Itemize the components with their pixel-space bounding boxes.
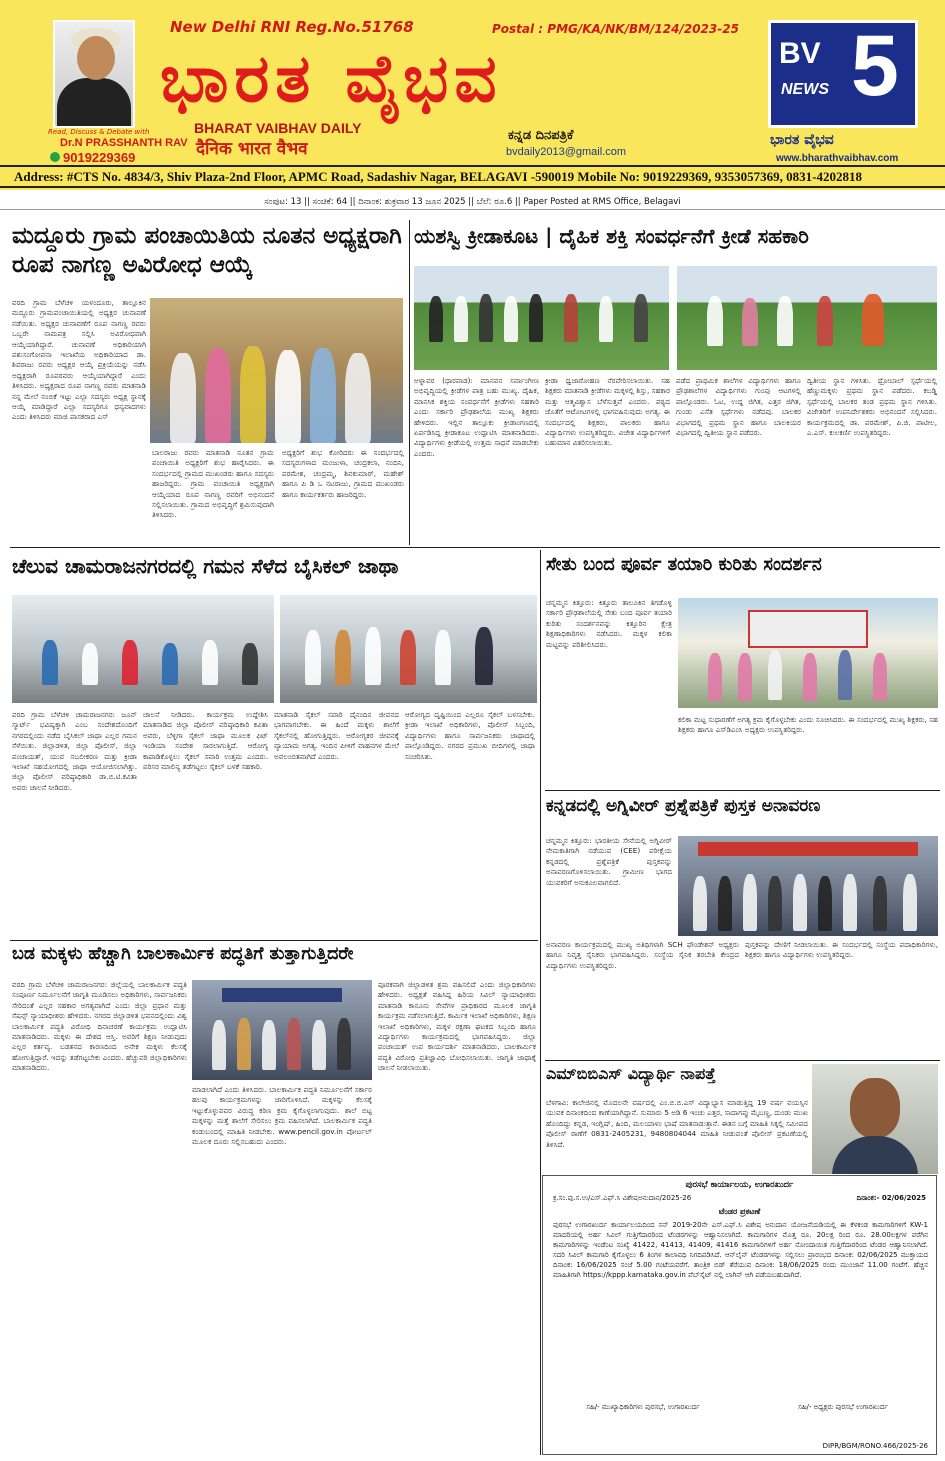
editor-photo <box>53 20 135 128</box>
story1-headline: ಮದ್ದೂರು ಗ್ರಾಮ ಪಂಚಾಯಿತಿಯ ನೂತನ ಅಧ್ಯಕ್ಷರಾಗಿ ರೂಪ ನಾಗಣ್ಣ ಅವಿರೋಧ ಆಯ್ಕೆ <box>12 223 402 278</box>
story1-column-2: ಬಾಲರಾಜು ರವರು ಮಾತನಾಡಿ ನೂತನ ಗ್ರಾಮ ಪಂಚಾಯಿತಿ ಅಧ್ಯಕ್ಷರಿಗೆ ಶುಭ ಹಾರೈಸಿದರು. ಈ ಸಂದರ್ಭದಲ್ಲಿ ಗ್ರಾಮದ ಮುಖಂಡರು ಹಾಗೂ ಸದಸ್ಯರು ಹಾಜರಿದ್ದರು. ಗ್ರಾಮ ಪಂಚಾಯಿತಿ ಅಧ್ಯಕ್ಷರಾಗಿ ಆಯ್ಕೆಯಾದ ರೂಪ ನಾಗಣ್ಣ ರವರಿಗೆ ಅಭಿನಂದನೆ ಸಲ್ಲಿಸಲಾಯಿತು. ಗ್ರಾಮದ ಅಭಿವೃದ್ಧಿಗೆ ಶ್ರಮಿಸುವುದಾಗಿ ತಿಳಿಸಿದರು. <box>152 448 274 520</box>
story2-column-3: ಪಡೆದ ಪ್ರಾಥಮಿಕ ಶಾಲೆಗಳ ವಿದ್ಯಾರ್ಥಿಗಳು ಹಾಗೂ ಪ್ರೌಢಶಾಲೆಗಳ ವಿದ್ಯಾರ್ಥಿಗಳು ಗುಂಪು ಆಟಗಳಲ್ಲಿ ಪಾಲ್ಗೊಂಡರು. ಓಟ, ಉದ್ದ ಜಿಗಿತ, ಎತ್ತರ ಜಿಗಿತ, ಗುಂಡು ಎಸೆತ ಸ್ಪರ್ಧೆಗಳು ನಡೆದವು. ಬಾಲಕರ ವಿಭಾಗದಲ್ಲಿ ಪ್ರಥಮ ಸ್ಥಾನ ಹಾಗೂ ಬಾಲಕಿಯರ ವಿಭಾಗದಲ್ಲಿ ದ್ವಿತೀಯ ಸ್ಥಾನ ಪಡೆದರು. <box>676 376 801 438</box>
postal-reg: Postal : PMG/KA/NK/BM/124/2023-25 <box>492 22 739 36</box>
story3-column-4: ಆರೋಗ್ಯದ ದೃಷ್ಟಿಯಿಂದ ಎಲ್ಲರೂ ಸೈಕಲ್ ಬಳಸಬೇಕು. ಕ್ರೀಡಾ ಇಲಾಖೆ ಅಧಿಕಾರಿಗಳು, ಪೊಲೀಸ್ ಸಿಬ್ಬಂದಿ, ವಿದ್ಯಾರ್ಥಿಗಳು ಹಾಗೂ ಸಾರ್ವಜನಿಕರು ಜಾಥಾದಲ್ಲಿ ಪಾಲ್ಗೊಂಡಿದ್ದರು. ನಗರದ ಪ್ರಮುಖ ಬೀದಿಗಳಲ್ಲಿ ಜಾಥಾ ಸಂಚರಿಸಿತು. <box>405 710 535 761</box>
story3-column-1: ವರದಿ ಗ್ರಾಮ ಬೆಳೆಚಳಿ ಚಾಮರಾಜನಗರ: ಜೂನ್ ಸ್ಮಾರ್ಟ್ ಭವಿಷ್ಯಕ್ಕಾಗಿ ಎಂಬ ಸಂದೇಶದೊಂದಿಗೆ ನಗರದಲ್ಲಿಂದು ನಡೆದ ಬೈಸಿಕಲ್ ಜಾಥಾ ಎಲ್ಲರ ಗಮನ ಸೆಳೆಯಿತು. ಜಿಲ್ಲಾಡಳಿತ, ಜಿಲ್ಲಾ ಪೊಲೀಸ್, ಜಿಲ್ಲಾ ಪಂಚಾಯತ್, ಯುವ ಸಬಲೀಕರಣ ಮತ್ತು ಕ್ರೀಡಾ ಇಲಾಖೆ ಸಹಯೋಗದಲ್ಲಿ ಜಾಥಾ ಆಯೋಜಿಸಲಾಗಿತ್ತು. ಜಿಲ್ಲಾ ಪೊಲೀಸ್ ವರಿಷ್ಠಾಧಿಕಾರಿ ಡಾ.ಬಿ.ಟಿ.ಕವಿತಾ ಅವರು ಚಾಲನೆ ನೀಡಿದರು. <box>12 710 137 792</box>
story4-photo <box>678 598 938 708</box>
story2-photo-1 <box>414 266 669 370</box>
tender-body: ಪುರಸಭೆ ಉಗಾರಖುರ್ದ ಕಾರ್ಯಾಲಯದಿಂದ ಸನ್ 2019-20ನೇ ಎಸ್.ಎಫ್.ಸಿ ವಿಶೇಷ ಅನುದಾನ ಯೋಜನೆಯಡಿಯಲ್ಲಿ ಈ ಕೆಳಕಂಡ ಕಾಮಗಾರಿಗಳಿಗೆ KW-1 ಮಾದರಿಯಲ್ಲಿ ಅರ್ಹ ಸಿವಿಲ್ ಗುತ್ತಿಗೆದಾರರಿಂದ ಟೆಂಡರಗಳನ್ನು ಆಹ್ವಾನಿಸಲಾಗಿದೆ. ಕಾಮಗಾರಿಗಳ ಮೊತ್ತ ರೂ. 20ಲಕ್ಷ ರಿಂದ ರೂ. 28.00ಲಕ್ಷಗಳ ವರೆಗಿನ ಕಾಮಗಾರಿಗಳನ್ನು ಇಂಡೆಂಟ ಸಂಖ್ಯೆ 41422, 41413, 41409, 41416 ಕಾಮಗಾರಿಗಳಿಗೆ ಅರ್ಹ ನೋಂದಾಯಿತ ಗುತ್ತಿಗೆದಾರರಿಂದ ಟೆಂಡರ ಆಹ್ವಾನಿಸಲಾಗಿದೆ. ಸದರಿ ಸಿವಿಲ್ ಕಾಮಗಾರಿ ಕೈಗೊಳ್ಳಲು 6 ತಿಂಗಳ ಕಾಲಾವಧಿ ನಿಗದಿಪಡಿಸಿದೆ. ಆನ್‌ಲೈನ್ ಟೆಂಡರಗಳನ್ನು ಸಲ್ಲಿಸಲು ಪ್ರಾರಂಭದ ದಿನಾಂಕ: 02/06/2025 ಮುಕ್ತಾಯದ ದಿನಾಂಕ: 16/06/2025 ಸಂಜೆ 5.00 ಗಂಟೆಯವರೆಗೆ. ತಾಂತ್ರಿಕ ಬಿಡ್ ತೆರೆಯುವ ದಿನಾಂಕ: 18/06/2025 ರಂದು ಮುಂಜಾನೆ 11.00 ಗಂಟೆಗೆ. ಹೆಚ್ಚಿನ ಮಾಹಿತಿಗಾಗಿ https://kppp.karnataka.gov.in ವೆಬ್‌ಸೈಟ್ ನಲ್ಲಿ ಲಾಗಿನ್ ಆಗಿ ಪಡೆಯಬಹುದಾಗಿದೆ. <box>553 1221 928 1279</box>
missing-student-photo <box>812 1064 938 1174</box>
section-divider <box>545 1060 940 1061</box>
story6-column-2: ಮಾಡಲಾಗಿದೆ ಎಂದು ತಿಳಿಸಿದರು. ಬಾಲಕಾರ್ಮಿಕ ಪದ್ಧತಿ ನಿರ್ಮೂಲನೆಗೆ ಸರ್ಕಾರ ಹಲವು ಕಾರ್ಯಕ್ರಮಗಳನ್ನು ಜಾರಿಗೊಳಿಸಿದೆ. ಮಕ್ಕಳನ್ನು ಕೆಲಸಕ್ಕೆ ಇಟ್ಟುಕೊಳ್ಳುವವರ ವಿರುದ್ಧ ಕಠಿಣ ಕ್ರಮ ಕೈಗೊಳ್ಳಲಾಗುವುದು. ಶಾಲೆ ಬಿಟ್ಟ ಮಕ್ಕಳನ್ನು ಮತ್ತೆ ಶಾಲೆಗೆ ಸೇರಿಸಲು ಕ್ರಮ ವಹಿಸಲಾಗಿದೆ. ಬಾಲಕಾರ್ಮಿಕ ಪದ್ಧತಿ ಕಂಡುಬಂದಲ್ಲಿ ಮಾಹಿತಿ ನೀಡಬೇಕು. www.pencil.gov.in ಪೋರ್ಟಲ್ ಮೂಲಕ ದೂರು ಸಲ್ಲಿಸಬಹುದು ಎಂದರು. <box>192 1085 372 1147</box>
english-name: BHARAT VAIBHAV DAILY <box>194 120 362 136</box>
story5-column-3: ಪುಸ್ತಕವನ್ನು ದೇಣಿಗೆ ನೀಡಲಾಯಿತು. ಈ ಸಂದರ್ಭದಲ್ಲಿ ಸಂಸ್ಥೆಯ ಪದಾಧಿಕಾರಿಗಳು, ಶಿಕ್ಷಕರು ಹಾಗೂ ವಿದ್ಯಾರ್ಥಿಗಳು ಉಪಸ್ಥಿತರಿದ್ದರು. <box>745 940 938 960</box>
story1-photo <box>150 298 403 443</box>
column-divider <box>409 220 410 545</box>
story5-headline: ಕನ್ನಡದಲ್ಲಿ ಅಗ್ನಿವೀರ್ ಪ್ರಶ್ನೆಪತ್ರಿಕೆ ಪುಸ್ತಕ ಅನಾವರಣ <box>546 796 821 816</box>
story6-photo <box>192 980 372 1080</box>
story6-column-1: ವರದಿ ಗ್ರಾಮ ಬೆಳೆಚಳಿ ಚಾಮರಾಜನಗರ: ಜಿಲ್ಲೆಯಲ್ಲಿ ಬಾಲಕಾರ್ಮಿಕ ಪದ್ಧತಿ ಸಂಪೂರ್ಣ ನಿರ್ಮೂಲನೆಗೆ ಜಾಗೃತಿ ಮೂಡಿಸಲು ಅಧಿಕಾರಿಗಳು, ಸಾರ್ವಜನಿಕರು ಸೇರಿದಂತೆ ಎಲ್ಲರ ಸಹಕಾರ ಅಗತ್ಯವಾಗಿದೆ ಎಂದು ಜಿಲ್ಲಾ ಪ್ರಧಾನ ಮತ್ತು ಸೆಷನ್ಸ್ ನ್ಯಾಯಾಧೀಶರು ಹೇಳಿದರು. ನಗರದ ಜಿಲ್ಲಾಡಳಿತ ಭವನದಲ್ಲಿಂದು ವಿಶ್ವ ಬಾಲಕಾರ್ಮಿಕ ಪದ್ಧತಿ ವಿರೋಧಿ ದಿನಾಚರಣೆ ಕಾರ್ಯಕ್ರಮ ಉದ್ಘಾಟಿಸಿ ಮಾತನಾಡಿದರು. ಮಕ್ಕಳು ಈ ದೇಶದ ಆಸ್ತಿ. ಅವರಿಗೆ ಶಿಕ್ಷಣ ನೀಡುವುದು ಎಲ್ಲರ ಕರ್ತವ್ಯ. ಬಡತನದ ಕಾರಣದಿಂದ ಅನೇಕ ಮಕ್ಕಳು ಕೆಲಸಕ್ಕೆ ಹೋಗುತ್ತಿದ್ದಾರೆ. ಇದನ್ನು ತಡೆಗಟ್ಟಬೇಕು ಎಂದರು. ಹೆಚ್ಚುವರಿ ಜಿಲ್ಲಾಧಿಕಾರಿಗಳು ಮಾತನಾಡಿದರು. <box>12 980 187 1073</box>
editor-tagline: Read, Discuss & Debate with <box>48 128 150 136</box>
address-bar: Address: #CTS No. 4834/3, Shiv Plaza-2nd Floor, APMC Road, Sadashiv Nagar, BELAGAVI -590019 Mobile No: 9019229369, 9353057369, 0831-4202818 <box>0 165 945 188</box>
tender-sign-left: ಸಹಿ/- ಮುಖ್ಯಾಧಿಕಾರಿಗಳು ಪುರಸಭೆ, ಉಗಾರಖುರ್ದ <box>586 1403 700 1411</box>
story2-headline: ಯಶಸ್ವಿ ಕ್ರೀಡಾಕೂಟ | ದೈಹಿಕ ಶಕ್ತಿ ಸಂವರ್ಧನೆಗೆ ಕ್ರೀಡೆ ಸಹಕಾರಿ <box>414 224 809 248</box>
column-divider <box>540 550 541 1455</box>
story4-column-1: ಚನ್ನಮ್ಮನ ಕಿತ್ತೂರು: ಕಿತ್ತೂರು ತಾಲೂಕಿನ ತಿಗಡೊಳ್ಳಿ ಸರ್ಕಾರಿ ಪ್ರೌಢಶಾಲೆಯಲ್ಲಿ ಸೇತು ಬಂದ ಪೂರ್ವ ತಯಾರಿ ಕುರಿತು ಸಂದರ್ಶನವನ್ನು ಕಿತ್ತೂರಿನ ಕ್ಷೇತ್ರ ಶಿಕ್ಷಣಾಧಿಕಾರಿಗಳು ನಡೆಸಿದರು. ಮಕ್ಕಳ ಕಲಿಕಾ ಮಟ್ಟವನ್ನು ಪರಿಶೀಲಿಸಿದರು. <box>546 598 672 649</box>
story1-column-1: ವರದಿ ಗ್ರಾಮ ಬೆಳೆಚಳಿ ಯಳಂದೂರು, ತಾಲ್ಲೂಕಿನ ಮದ್ದೂರು ಗ್ರಾಮಪಂಚಾಯಿತಿಯಲ್ಲಿ ಅಧ್ಯಕ್ಷರ ಚುನಾವಣೆ ನಡೆಯಿತು. ಅಧ್ಯಕ್ಷರ ಚುನಾವಣೆಗೆ ರೂಪ ನಾಗಣ್ಣ ರವರು ಒಬ್ಬರೇ ನಾಮಪತ್ರ ಸಲ್ಲಿಸಿ ಅವಿರೋಧವಾಗಿ ಆಯ್ಕೆಯಾಗಿದ್ದಾರೆ. ಚುನಾವಣೆ ಅಧಿಕಾರಿಯಾಗಿ ಪಶುಸಂಗೋಪನಾ ಇಲಾಖೆಯ ಅಧಿಕಾರಿಯಾದ ಡಾ. ಶಿವರಾಜು ರವರು ಅಧ್ಯಕ್ಷರ ಆಯ್ಕೆ ಪ್ರಕ್ರಿಯೆಯನ್ನು ನಡೆಸಿ ಅಧ್ಯಕ್ಷರಾಗಿ ರೂಪರವರು ಆಯ್ಕೆಯಾಗಿದ್ದಾರೆ ಎಂದು ತಿಳಿಸಿದರು. ಅಧ್ಯಕ್ಷರಾದ ರೂಪ ನಾಗಣ್ಣ ರವರು ಮಾತನಾಡಿ ನನ್ನ ಮೇಲೆ ನಂಬಿಕೆ ಇಟ್ಟು ಎಲ್ಲಾ ಸದಸ್ಯರು ಅಧ್ಯಕ್ಷ ಸ್ಥಾನಕ್ಕೆ ಆಯ್ಕೆ ಮಾಡಿದ್ದಾರೆ ಎಲ್ಲಾ ಸದಸ್ಯರಿಗೂ ಧನ್ಯವಾದಗಳು ಎಂದು ತಿಳಿಸಿದರು ಮಾಜಿ ಪಾಸಕರಾದ ಎಸ್ <box>12 298 146 422</box>
tender-title: ಟೆಂಡರ ಪ್ರಕಟಣೆ <box>718 1207 761 1216</box>
issue-line: ಸಂಪುಟ: 13 || ಸಂಚಿಕೆ: 64 || ದಿನಾಂಕ: ಶುಕ್ರವಾರ 13 ಜೂನ 2025 || ಬೆಲೆ: ರೂ.6 || Paper Posted at RMS Office, Belagavi <box>0 194 945 210</box>
tender-ref: ಕ್ರ.ಸಂ.ಪು.ಸ.ಉ/ಎಸ್.ಎಫ್.ಸಿ ವಿಶೇಷಅನುದಾನ/2025-26 <box>553 1194 692 1202</box>
story6-column-3: ಪೂರಕವಾಗಿ ಜಿಲ್ಲಾಡಳಿತ ಶ್ರಮ ವಹಿಸಲಿದೆ ಎಂದು ಜಿಲ್ಲಾಧಿಕಾರಿಗಳು ಹೇಳಿದರು. ಅಧ್ಯಕ್ಷತೆ ವಹಿಸಿದ್ದ ಹಿರಿಯ ಸಿವಿಲ್ ನ್ಯಾಯಾಧೀಶರು ಮಾತನಾಡಿ ಕಾನೂನು ಸೇವೆಗಳ ಪ್ರಾಧಿಕಾರದ ಮೂಲಕ ಜಾಗೃತಿ ಕಾರ್ಯಕ್ರಮ ನಡೆಸಲಾಗುತ್ತಿದೆ. ಕಾರ್ಮಿಕ ಇಲಾಖೆ ಅಧಿಕಾರಿಗಳು, ಶಿಕ್ಷಣ ಇಲಾಖೆ ಅಧಿಕಾರಿಗಳು, ಮಕ್ಕಳ ರಕ್ಷಣಾ ಘಟಕದ ಸಿಬ್ಬಂದಿ ಹಾಗೂ ವಿದ್ಯಾರ್ಥಿಗಳು ಕಾರ್ಯಕ್ರಮದಲ್ಲಿ ಭಾಗವಹಿಸಿದ್ದರು. ಜಿಲ್ಲಾ ಪಂಚಾಯತ್ ಉಪ ಕಾರ್ಯದರ್ಶಿ ಮಾತನಾಡಿದರು. ಬಾಲಕಾರ್ಮಿಕ ಪದ್ಧತಿ ವಿರೋಧಿ ಪ್ರತಿಜ್ಞಾವಿಧಿ ಬೋಧಿಸಲಾಯಿತು. ಜಾಗೃತಿ ಜಾಥಾಕ್ಕೆ ಚಾಲನೆ ನೀಡಲಾಯಿತು. <box>378 980 536 1073</box>
story5-column-1: ಚನ್ನಮ್ಮನ ಕಿತ್ತೂರು: ಭಾರತೀಯ ಸೇನೆಯಲ್ಲಿ ಅಗ್ನಿವೀರ್ ನೇಮಕಾತಿಗಾಗಿ ನಡೆಯುವ (CEE) ಪರೀಕ್ಷೆಯ ಕನ್ನಡದಲ್ಲಿ ಪ್ರಶ್ನೆಪತ್ರಿಕೆ ಪುಸ್ತಕವನ್ನು ಅನಾವರಣಗೊಳಿಸಲಾಯಿತು. ಗ್ರಾಮೀಣ ಭಾಗದ ಯುವಕರಿಗೆ ಅನುಕೂಲವಾಗಲಿದೆ. <box>546 836 672 887</box>
tender-dipr-code: DIPR/BGM/RONO.466/2025-26 <box>822 1442 928 1450</box>
story2-column-1: ಅಳ್ನಾವರ (ಧಾರವಾಡ): ಮಾನವನ ಸರ್ವಾಂಗೀಣ ಅಭಿವೃದ್ಧಿಯಲ್ಲಿ ಕ್ರೀಡೆಗಳ ಪಾತ್ರ ಬಹು ಮುಖ್ಯ. ದೈಹಿಕ, ಮಾನಸಿಕ ಶಕ್ತಿಯ ಸಂವರ್ಧನೆಗೆ ಕ್ರೀಡೆಗಳು ಸಹಕಾರಿ ಎಂದು ಸರ್ಕಾರಿ ಪ್ರೌಢಶಾಲೆಯ ಮುಖ್ಯ ಶಿಕ್ಷಕರು ಹೇಳಿದರು. ಇಲ್ಲಿನ ತಾಲ್ಲೂಕು ಕ್ರೀಡಾಂಗಣದಲ್ಲಿ ಏರ್ಪಡಿಸಿದ್ದ ಕ್ರೀಡಾಕೂಟ ಉದ್ಘಾಟಿಸಿ ಮಾತನಾಡಿದರು. ವಿದ್ಯಾರ್ಥಿಗಳು ಕ್ರೀಡೆಯಲ್ಲಿ ಉತ್ತಮ ಸಾಧನೆ ಮಾಡಬೇಕು ಎಂದರು. <box>414 376 539 458</box>
bv5-news-logo: BV 5 NEWS <box>768 20 918 128</box>
story6-headline: ಬಡ ಮಕ್ಕಳು ಹೆಚ್ಚಾಗಿ ಬಾಲಕಾರ್ಮಿಕ ಪದ್ಧತಿಗೆ ತುತ್ತಾಗುತ್ತಿದರೇ <box>12 944 354 964</box>
story7-headline: ಎಮ್‌ಬಿಬಿಎಸ್ ವಿದ್ಯಾರ್ಥಿ ನಾಪತ್ತೆ <box>546 1064 716 1083</box>
section-divider <box>545 790 940 791</box>
tender-sign-right: ಸಹಿ/- ಅಧ್ಯಕ್ಷರು ಪುರಸಭೆ ಉಗಾರಖುರ್ದ <box>797 1403 888 1411</box>
newspaper-title: ಭಾರತ ವೈಭವ <box>160 40 503 117</box>
story3-headline: ಚೆಲುವ ಚಾಮರಾಜನಗರದಲ್ಲಿ ಗಮನ ಸೆಳೆದ ಬೈಸಿಕಲ್ ಜಾಥಾ <box>12 554 399 578</box>
hindi-name: दैनिक भारत वैभव <box>196 139 308 159</box>
story2-column-2: ಕ್ರೀಡಾ ಧ್ವಜಾರೋಹಣ ನೆರವೇರಿಸಲಾಯಿತು. ಸಹ ಶಿಕ್ಷಕರು ಮಾತನಾಡಿ ಕ್ರೀಡೆಗಳು ಮಕ್ಕಳಲ್ಲಿ ಶಿಸ್ತು, ಸಹಕಾರ ಮತ್ತು ಆತ್ಮವಿಶ್ವಾಸ ಬೆಳೆಸುತ್ತವೆ ಎಂದರು. ಪಠ್ಯದ ಜೊತೆಗೆ ಆಟೋಟಗಳಲ್ಲಿ ಭಾಗವಹಿಸುವುದು ಅಗತ್ಯ. ಈ ಸಂದರ್ಭದಲ್ಲಿ ಶಿಕ್ಷಕರು, ಪಾಲಕರು ಹಾಗೂ ವಿದ್ಯಾರ್ಥಿಗಳು ಉಪಸ್ಥಿತರಿದ್ದರು. ವಿಜೇತ ವಿದ್ಯಾರ್ಥಿಗಳಿಗೆ ಬಹುಮಾನ ವಿತರಿಸಲಾಯಿತು. <box>545 376 670 448</box>
story4-headline: ಸೇತು ಬಂದ ಪೂರ್ವ ತಯಾರಿ ಕುರಿತು ಸಂದರ್ಶನ <box>546 554 822 575</box>
story7-column-1: ಬೆಳಗಾವಿ: ಕಾಲೇಜಿನಲ್ಲಿ ಮೊದಲನೇ ವರ್ಷದಲ್ಲಿ ಎಂ.ಬಿ.ಬಿ.ಎಸ್ ವಿದ್ಯಾಭ್ಯಾಸ ಮಾಡುತ್ತಿದ್ದ 19 ವರ್ಷ ವಯಸ್ಸಿನ ಯುವಕ ದಿನಾಂಕದಿಂದ ಕಾಣೆಯಾಗಿದ್ದಾನೆ. ಸುಮಾರು 5 ಅಡಿ 6 ಇಂಚು ಎತ್ತರ, ಸಾದಾಗಪ್ಪು ಮೈಬಣ್ಣ, ದುಂಡು ಮುಖ ಹೊಂದಿದ್ದು ಕನ್ನಡ, ಇಂಗ್ಲಿಷ್, ಹಿಂದಿ, ಮಲಯಾಳಂ ಭಾಷೆ ಮಾತನಾಡುತ್ತಾನೆ. ಈತನ ಬಗ್ಗೆ ಮಾಹಿತಿ ಸಿಕ್ಕಲ್ಲಿ ಸಮೀಪದ ಪೊಲೀಸ್ ಠಾಣೆಗೆ 0831-2405231, 9480804044 ಮಾಹಿತಿ ನೀಡುವಂತೆ ಪೊಲೀಸ್ ಪ್ರಕಟಣೆಯಲ್ಲಿ ತಿಳಿಸಿದೆ. <box>546 1098 808 1149</box>
story3-column-2: ಚಾಲನೆ ನೀಡಿದರು. ಕಾರ್ಯಕ್ರಮ ಉದ್ದೇಶಿಸಿ ಮಾತನಾಡಿದ ಜಿಲ್ಲಾ ಪೊಲೀಸ್ ವರಿಷ್ಠಾಧಿಕಾರಿ ಕವಿತಾ ಅವರು, ಬೆಳ್ಳಿಗಾ ಸೈಕಲ್ ಜಾಥಾ ಮೂಲಕ ಫಿಟ್ ಇಂಡಿಯಾ ಸಂದೇಶ ಸಾರಲಾಗುತ್ತಿದೆ. ಆರೋಗ್ಯ ಕಾಪಾಡಿಕೊಳ್ಳಲು ಸೈಕಲ್ ಸವಾರಿ ಉತ್ತಮ ಎಂದರು. ಪರಿಸರ ಮಾಲಿನ್ಯ ತಡೆಗಟ್ಟಲು ಸೈಕಲ್ ಬಳಕೆ ಸಹಕಾರಿ. <box>143 710 268 772</box>
section-divider <box>10 940 538 941</box>
story2-column-4: ದ್ವಿತೀಯ ಸ್ಥಾನ ಗಳಿಸಿತು. ಥ್ರೋಬಾಲ್ ಸ್ಪರ್ಧೆಯಲ್ಲಿ ಹೆಣ್ಣುಮಕ್ಕಳು ಪ್ರಥಮ ಸ್ಥಾನ ಪಡೆದರು. ಕಬಡ್ಡಿ ಸ್ಪರ್ಧೆಯಲ್ಲಿ ಬಾಲಕರ ತಂಡ ಪ್ರಥಮ ಸ್ಥಾನ ಗಳಿಸಿತು. ವಿಜೇತರಿಗೆ ಉಪನಿರ್ದೇಶಕರು ಅಭಿನಂದನೆ ಸಲ್ಲಿಸಿದರು. ಕಾರ್ಯಕ್ರಮದಲ್ಲಿ ಡಾ. ಪರಮೇಶ್, ಪಿ.ಜಿ. ಪಾಟೀಲ, ಎ.ಎಸ್. ಕುಲಕರ್ಣಿ ಉಪಸ್ಥಿತರಿದ್ದರು. <box>807 376 937 438</box>
story1-column-3: ಅಧ್ಯಕ್ಷರಿಗೆ ಶುಭ ಕೋರಿದರು ಈ ಸಂದರ್ಭದಲ್ಲಿ ಸದಸ್ಯರುಗಳಾದ ಮಂಜುಳಾ, ಚಂದ್ರಕಲಾ, ನಂದಿನಿ, ಪರಮೇಶ, ಚಂದ್ರಮ್ಮ, ಶಿವಕುಮಾರ್, ಮಹೇಶ್ ಹಾಗೂ ಪಿ ಡಿ ಒ ನಟರಾಜು, ಗ್ರಾಮದ ಮುಖಂಡರು ಹಾಗೂ ಕಾರ್ಯಕರ್ತರು ಹಾಜರಿದ್ದರು. <box>282 448 404 499</box>
tender-date: ದಿನಾಂಕ:- 02/06/2025 <box>856 1194 926 1202</box>
story3-photo-1 <box>12 595 274 703</box>
story3-column-3: ಮಾತನಾಡಿ ಸೈಕಲ್ ಸವಾರಿ ದೈನಂದಿನ ಜೀವನದ ಭಾಗವಾಗಬೇಕು. ಈ ಹಿಂದೆ ಮಕ್ಕಳು ಶಾಲೆಗೆ ಸೈಕಲ್‌ನಲ್ಲಿ ಹೋಗುತ್ತಿದ್ದರು. ಆರೋಗ್ಯಕರ ಜೀವನಕ್ಕೆ ವ್ಯಾಯಾಮ ಅಗತ್ಯ. ಇಂದಿನ ಪೀಳಿಗೆ ವಾಹನಗಳ ಮೇಲೆ ಅವಲಂಬಿತವಾಗಿದೆ ಎಂದರು. <box>274 710 399 761</box>
editor-phone: 9019229369 <box>50 150 135 165</box>
tender-notice <box>542 1175 937 1455</box>
website: www.bharathvaibhav.com <box>776 153 899 164</box>
story4-column-2: ಕಲಿಕಾ ಮಟ್ಟ ಸುಧಾರಣೆಗೆ ಅಗತ್ಯ ಕ್ರಮ ಕೈಗೊಳ್ಳಬೇಕು ಎಂದು ಸೂಚಿಸಿದರು. ಈ ಸಂದರ್ಭದಲ್ಲಿ ಮುಖ್ಯ ಶಿಕ್ಷಕರು, ಸಹ ಶಿಕ್ಷಕರು ಹಾಗೂ ಎಸ್‌ಡಿಎಂಸಿ ಅಧ್ಯಕ್ಷರು ಉಪಸ್ಥಿತರಿದ್ದರು. <box>678 715 938 735</box>
editor-name: Dr.N PRASSHANTH RAV <box>60 137 188 149</box>
rni-number: New Delhi RNI Reg.No.51768 <box>170 18 414 36</box>
story5-photo <box>678 836 938 936</box>
story5-column-2: ಅನಾವರಣ ಕಾರ್ಯಕ್ರಮದಲ್ಲಿ ಮುಖ್ಯ ಅತಿಥಿಗಳಾಗಿ SCH ಫೌಂಡೇಶನ್ ಅಧ್ಯಕ್ಷರು ಹಾಗೂ ನಿವೃತ್ತ ಸೈನಿಕರು ಭಾಗವಹಿಸಿದ್ದರು. ಸಂಸ್ಥೆಯ ಸೈನಿಕ ತರಬೇತಿ ಕೇಂದ್ರದ ವಿದ್ಯಾರ್ಥಿಗಳು ಉಪಸ್ಥಿತರಿದ್ದರು. <box>546 940 739 970</box>
kannada-daily-label: ಕನ್ನಡ ದಿನಪತ್ರಿಕೆ <box>508 128 574 143</box>
whatsapp-icon <box>50 152 60 162</box>
story3-photo-2 <box>280 595 537 703</box>
section-divider <box>10 547 940 548</box>
tender-office: ಪುರಸಭೆ ಕಾರ್ಯಾಲಯ, ಉಗಾರಖುರ್ದ <box>685 1180 794 1190</box>
channel-kannada-name: ಭಾರತ ವೈಭವ <box>770 132 834 148</box>
story2-photo-2 <box>677 266 937 370</box>
email-address: bvdaily2013@gmail.com <box>506 146 627 158</box>
